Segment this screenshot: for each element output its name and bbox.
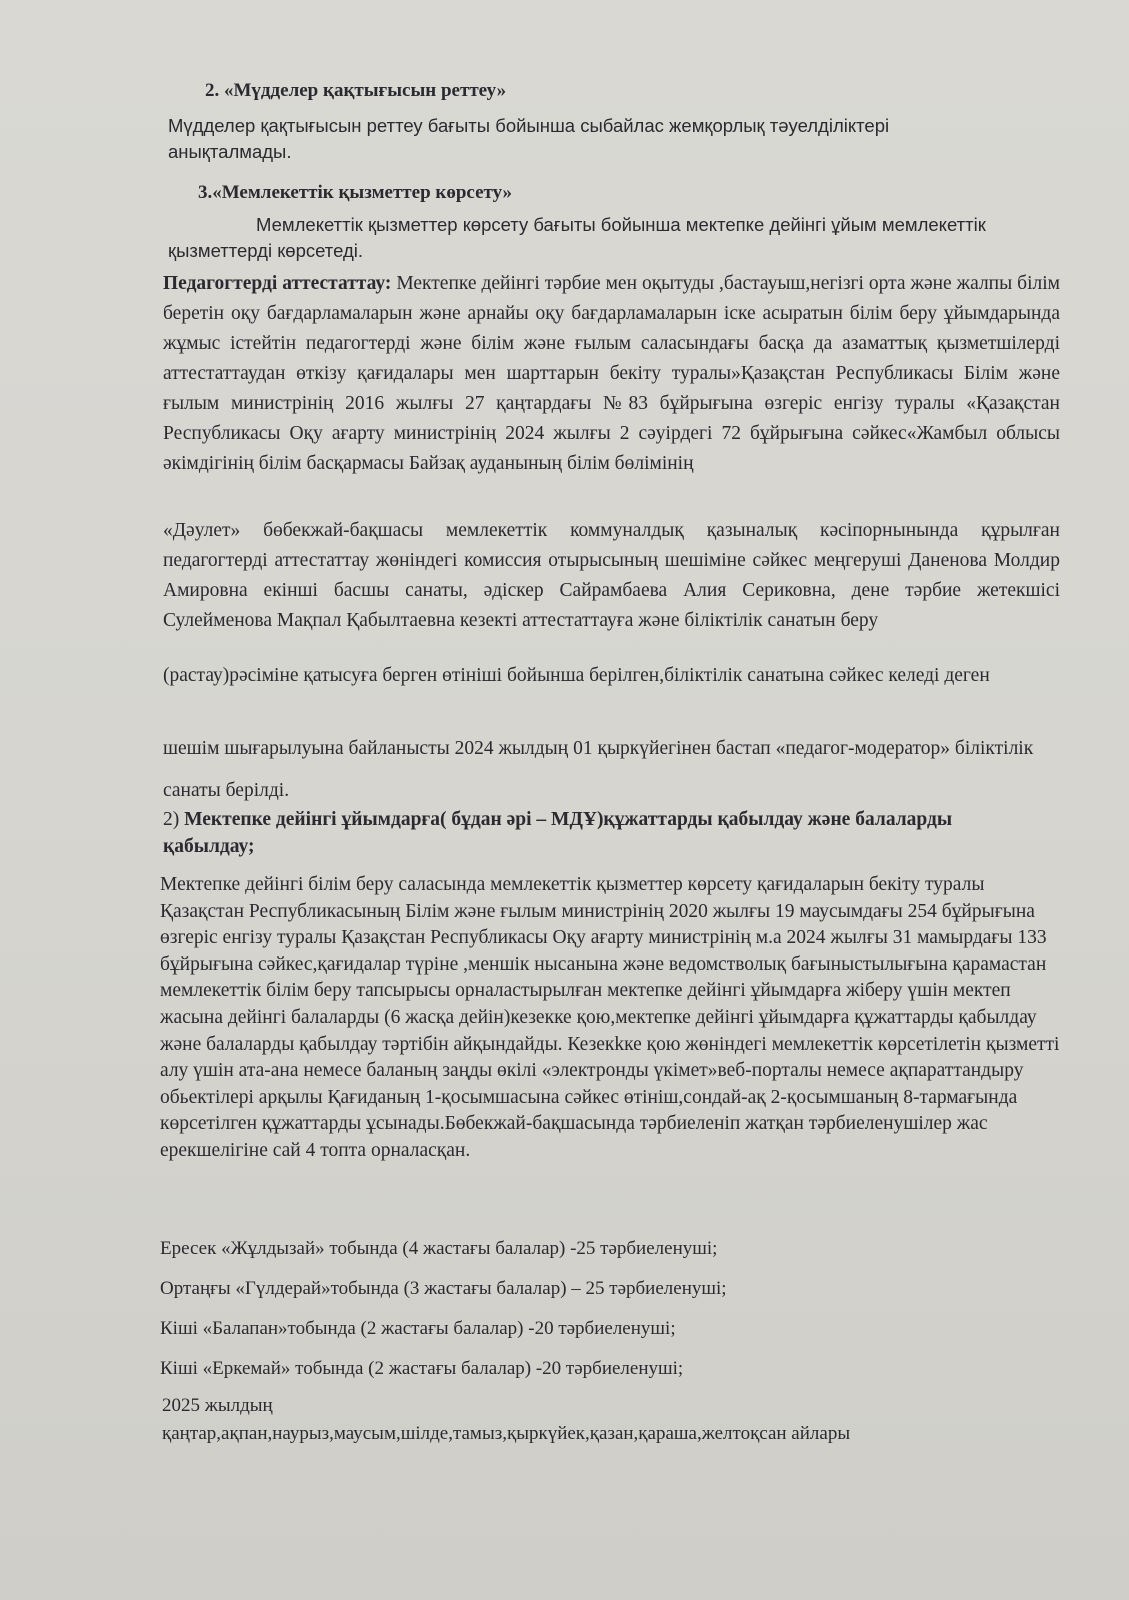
section-mdu-heading-line — [163, 806, 1043, 860]
attestation-label: Педагогтерді аттестаттау: — [163, 273, 392, 294]
group-item-2: Ортаңғы «Гүлдерай»тобында (3 жастағы балалар) – 25 тәрбиеленуші; — [160, 1278, 727, 1299]
section-2-text: Мүдделер қақтығысын реттеу бағыты бойынша сыбайлас жемқорлық тәуелділіктері анықталмады. — [168, 115, 890, 162]
attestation-paragraph — [163, 269, 1060, 479]
section-3-text: Мемлекеттік қызметтер көрсету бағыты бойынша мектепке дейінгі ұйым мемлекеттік қызметтерді көрсетеді. — [168, 214, 986, 261]
group-item-3: Кіші «Балапан»тобында (2 жастағы балалар) -20 тәрбиеленуші; — [160, 1318, 676, 1339]
attestation-paragraph-3: (растау)рәсіміне қатысуға берген өтініші бойынша берілген,біліктілік санатына сәйкес келеді деген — [163, 665, 990, 686]
section-mdu-heading: Мектепке дейінгі ұйымдарға( бұдан әрі – МДҰ)құжаттарды қабылдау және балаларды қабылдау; — [163, 809, 953, 857]
section-mdu-text: Мектепке дейінгі білім беру саласында мемлекеттік қызметтер көрсету қағидаларын бекіту туралы Қазақстан Республикасының Білім және ғылым министрінің 2020 жылғы 19 маусымдағы 254 бұйрығына өзгеріс енгізу туралы Қазақстан Республикасы Оқу ағарту министрінің м.а 2024 жылғы 31 мамырдағы 133 бұйрығына сәйкес,қағидалар түріне ,меншік нысанына және ведомстволық бағыныстылығына қарамастан мемлекеттік білім беру тапсырысы орналастырылған мектепке дейінгі ұйымдарға жіберу үшін мектеп жасына дейінгі балаларды (6 жасқа дейін)кезекке қою,мектепке дейінгі ұйымдарға құжаттарды қабылдау және балаларды қабылдау тәртібін айқындайды. Кезекkке қою жөніндегі мемлекеттік көрсетілетін қызметті алу үшін ата-ана немесе баланың заңды өкілі «электронды үкімет»веб-порталы немесе ақпараттандыру обьектілері арқылы Қағиданың 1-қосымшасына сәйкес өтініш,сондай-ақ 2-қосымшаның 8-тармағында көрсетілген құжаттарды ұсынады.Бөбекжай-бақшасында тәрбиеленіп жатқан тәрбиеленушілер жас ерекшелігіне сай 4 топта орналасқан. — [160, 874, 1060, 1161]
footer-line-1: 2025 жылдың — [162, 1395, 273, 1416]
group-item-1: Ересек «Жұлдызай» тобында (4 жастағы балалар) -25 тәрбиеленуші; — [160, 1238, 718, 1259]
section-3-heading: 3.«Мемлекеттік қызметтер көрсету» — [198, 182, 513, 203]
attestation-paragraph-4: шешім шығарылуына байланысты 2024 жылдың 01 қыркүйегінен бастап «педагог-модератор» біліктілік санаты берілді. — [163, 738, 1034, 801]
section-2-heading: 2. «Мүдделер қақтығысын реттеу» — [205, 80, 507, 101]
group-item-4: Кіші «Еркемай» тобында (2 жастағы балалар) -20 тәрбиеленуші; — [160, 1358, 684, 1379]
attestation-paragraph-2: «Дәулет» бөбекжай-бақшасы мемлекеттік коммуналдық қазыналық кәсіпорнынында құрылған педагогтерді аттестаттау жөніндегі комиссия отырысының шешіміне сәйкес меңгеруші Даненова Молдир Амировна екінші басшы санаты, әдіскер Сайрамбаева Алия Сериковна, дене тәрбие жетекшісі Сулейменова Мақпал Қабылтаевна кезекті аттестаттауға және біліктілік санатын беру — [163, 520, 1060, 631]
footer-line-2: қаңтар,ақпан,наурыз,маусым,шілде,тамыз,қыркүйек,қазан,қараша,желтоқсан айлары — [162, 1423, 851, 1444]
section-mdu-number: 2) — [163, 809, 180, 830]
attestation-text-1: Мектепке дейінгі тәрбие мен оқытуды ,бастауыш,негізгі орта және жалпы білім беретін оқу бағдарламаларын және арнайы оқу бағдарламаларын іске асыратын білім беру ұйымдарында жұмыс істейтін педагогтерді және білім және ғылым саласындағы басқа да азаматтық қызметшілерді аттестаттаудан өткізу қағидалары мен шарттарын бекіту туралы»Қазақстан Республикасы Білім және ғылым министрінің 2016 жылғы 27 қаңтардағы №83 бұйрығына өзгеріс енгізу туралы «Қазақстан Республикасы Оқу ағарту министрінің 2024 жылғы 2 сәуірдегі 72 бұйрығына сәйкес«Жамбыл облысы әкімдігінің білім басқармасы Байзақ ауданының білім бөлімінің — [163, 273, 1060, 474]
